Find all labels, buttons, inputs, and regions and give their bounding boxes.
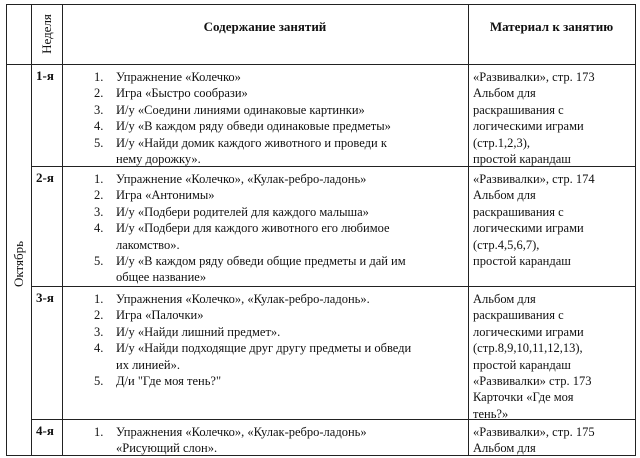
list-item-number: 2. <box>94 188 104 203</box>
week-label: 4-я <box>36 423 54 438</box>
list-item-number: 1. <box>94 292 104 306</box>
table-border-bottom <box>6 455 636 456</box>
week-label: 2-я <box>36 170 54 185</box>
list-item-number: 1. <box>94 70 104 84</box>
list-item-text: И/у «Соедини линиями одинаковые картинки» <box>116 102 365 117</box>
list-item-number: 5. <box>94 254 104 268</box>
material-line: «Развивалки», стр. 173 <box>473 70 595 84</box>
list-item-number: 3. <box>94 102 104 117</box>
list-item-text: лакомство». <box>116 237 180 252</box>
week-label: 3-я <box>36 290 54 305</box>
list-item-number: 2. <box>94 308 104 323</box>
material-line: логическими играми <box>473 324 584 339</box>
material-line: Карточки «Где моя <box>473 390 574 405</box>
list-item-text: Упражнения «Колечко», «Кулак-ребро-ладонь». <box>116 292 370 306</box>
header-material-label: Материал к занятию <box>489 19 614 34</box>
list-item-number: 1. <box>94 172 104 186</box>
header-week-label: Неделя <box>38 14 54 54</box>
table-border-right <box>635 4 636 456</box>
column-divider <box>62 4 63 455</box>
header-divider <box>6 64 635 65</box>
material-line: простой карандаш <box>473 357 571 372</box>
list-item-number: 3. <box>94 324 104 339</box>
list-item-text: «Рисующий слон». <box>116 441 218 456</box>
material-line: логическими играми <box>473 221 584 236</box>
list-item-text: Игра «Палочки» <box>116 308 204 323</box>
list-item-text: их линией». <box>116 357 180 372</box>
material-line: тень?» <box>473 406 509 421</box>
table-border-left <box>6 4 7 456</box>
list-item-text: Игра «Быстро сообрази» <box>116 86 248 101</box>
list-item-text: общее название» <box>116 270 207 285</box>
material-line: Альбом для <box>473 86 536 101</box>
week-label: 1-я <box>36 68 54 83</box>
material-line: «Развивалки», стр. 174 <box>473 172 595 186</box>
material-line: простой карандаш <box>473 152 571 166</box>
list-item-text: нему дорожку». <box>116 152 201 166</box>
material-line: «Развивалки», стр. 175 <box>473 425 595 439</box>
list-item-number: 4. <box>94 221 104 236</box>
table-border-top <box>6 4 636 5</box>
material-line: логическими играми <box>473 119 584 134</box>
column-divider <box>31 4 32 455</box>
row-divider <box>31 419 635 420</box>
material-line: «Развивалки» стр. 173 <box>473 374 592 388</box>
month-label: Октябрь <box>10 240 26 288</box>
list-item-number: 2. <box>94 86 104 101</box>
header-content-label: Содержание занятий <box>203 19 327 34</box>
list-item-text: Игра «Антонимы» <box>116 188 215 203</box>
list-item-number: 4. <box>94 341 104 356</box>
list-item-number: 4. <box>94 119 104 134</box>
list-item-text: И/у «Подбери родителей для каждого малыша» <box>116 204 369 219</box>
list-item-number: 5. <box>94 135 104 150</box>
material-line: раскрашивания с <box>473 308 564 323</box>
list-item-text: И/у «Найди лишний предмет». <box>116 324 281 339</box>
list-item-number: 3. <box>94 204 104 219</box>
material-line: Альбом для <box>473 441 536 456</box>
material-line: Альбом для <box>473 292 536 306</box>
material-line: (стр.1,2,3), <box>473 135 530 150</box>
list-item-number: 1. <box>94 425 104 439</box>
column-divider <box>468 4 469 455</box>
list-item-number: 5. <box>94 374 104 388</box>
list-item-text: Упражнения «Колечко», «Кулак-ребро-ладонь» <box>116 425 367 439</box>
list-item-text: И/у «В каждом ряду обведи общие предметы и дай им <box>116 254 406 268</box>
material-line: (стр.8,9,10,11,12,13), <box>473 341 583 356</box>
material-line: раскрашивания с <box>473 204 564 219</box>
list-item-text: Упражнение «Колечко», «Кулак-ребро-ладонь» <box>116 172 367 186</box>
material-line: (стр.4,5,6,7), <box>473 237 540 252</box>
row-divider <box>31 286 635 287</box>
list-item-text: И/у «Подбери для каждого животного его любимое <box>116 221 390 236</box>
list-item-text: Д/и "Где моя тень?" <box>116 374 222 388</box>
list-item-text: И/у «Найди подходящие друг другу предметы и обведи <box>116 341 412 356</box>
material-line: Альбом для <box>473 188 536 203</box>
material-line: простой карандаш <box>473 254 571 268</box>
material-line: раскрашивания с <box>473 102 564 117</box>
list-item-text: Упражнение «Колечко» <box>116 70 241 84</box>
list-item-text: И/у «В каждом ряду обведи одинаковые предметы» <box>116 119 391 134</box>
list-item-text: И/у «Найди домик каждого животного и проведи к <box>116 135 387 150</box>
